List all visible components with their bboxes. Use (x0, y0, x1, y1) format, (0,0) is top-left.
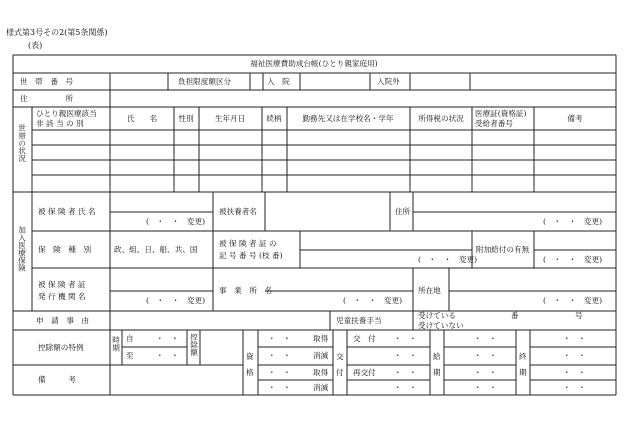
child-allowance-label: 児童扶養手当 (336, 316, 382, 325)
period-from-label: 自 (126, 334, 134, 343)
col-recipient-line2: 受給者番号 (475, 119, 513, 128)
col-name: 氏 名 (126, 114, 158, 123)
benefit-date-2: ・ ・ (474, 351, 497, 360)
end-date-4: ・ ・ (563, 383, 586, 392)
household-section-label: 世帯の状況 (17, 124, 27, 162)
employer-location-change: ( ・ ・ 変更) (543, 296, 603, 305)
col-birthdate: 生年月日 (214, 114, 246, 123)
inpatient-label: 入 院 (267, 77, 290, 86)
benefit-label-2: 期 (433, 368, 441, 377)
insurance-type-label: 保 険 種 別 (38, 245, 92, 254)
benefit-date-4: ・ ・ (474, 383, 497, 392)
reissue-label: 再交付 (353, 368, 376, 377)
insured-address-change: ( ・ ・ 変更) (543, 217, 603, 226)
issuer-label-line1: 被 保 険 者 証 (38, 280, 86, 289)
form-side-label: (表) (28, 41, 43, 50)
col-eligibility-line2: 非 該 当 の 別 (36, 119, 84, 128)
col-income-tax: 所得税の状況 (418, 114, 464, 123)
deduction-amount-label: 控除額 (189, 333, 199, 356)
period-label: 時期 (111, 336, 121, 352)
insured-name-change: ( ・ ・ 変更) (146, 217, 206, 226)
insured-address-label: 住所 (395, 207, 411, 216)
not-receiving-label: 受けていない (418, 321, 464, 330)
card-number-change: ( ・ ・ 変更) (418, 255, 478, 264)
application-reason-label: 申 請 事 由 (36, 316, 90, 325)
lost-label-1: 消滅 (313, 351, 329, 360)
burden-limit-label: 負担限度額区分 (178, 77, 232, 86)
card-number-label-line2: 記 号 番 号 (枝 番) (219, 251, 283, 260)
end-date-2: ・ ・ (563, 351, 586, 360)
col-workplace: 勤務先又は在学校名・学年 (302, 114, 394, 123)
acquired-label-2: 取得 (313, 368, 329, 377)
address-label: 住 所 (20, 94, 74, 103)
additional-benefit-label: 附加給付の有無 (476, 245, 530, 254)
col-eligibility-line1: ひとり親医療該当 (36, 109, 97, 118)
end-label-1: 終 (519, 352, 527, 361)
col-sex: 性別 (178, 114, 194, 123)
acquired-date-2: ・ ・ (268, 368, 291, 377)
lost-date-2: ・ ・ (268, 383, 291, 392)
reissue-date-2: ・ ・ (394, 383, 417, 392)
col-relation: 続柄 (266, 114, 282, 123)
insured-name-label: 被 保 険 者 氏 名 (38, 207, 96, 216)
remarks-label: 備 考 (38, 375, 76, 384)
deduction-special-label: 控除額の特例 (38, 343, 84, 352)
issuer-label-line2: 発 行 機 関 名 (38, 292, 86, 301)
issue-date: ・ ・ (394, 334, 417, 343)
period-to-date: ・ ・ (156, 351, 179, 360)
additional-benefit-change: ( ・ ・ 変更) (543, 255, 603, 264)
issue-label-2: 付 (336, 368, 344, 377)
lost-label-2: 消滅 (313, 383, 329, 392)
issuer-change: ( ・ ・ 変更) (146, 296, 206, 305)
acquired-date-1: ・ ・ (268, 334, 291, 343)
benefit-date-1: ・ ・ (474, 334, 497, 343)
qualification-label-2: 格 (246, 368, 254, 377)
receiving-label: 受けている (418, 311, 456, 320)
card-number-label-line1: 被 保 険 者 証 の (219, 239, 277, 248)
benefit-label-1: 給 (433, 352, 441, 361)
number-go-label: 号 (575, 311, 583, 320)
outpatient-label: 入院外 (377, 77, 400, 86)
form-title: 福祉医療費助成台帳(ひとり親家庭用) (250, 59, 378, 68)
end-label-2: 期 (519, 368, 527, 377)
lost-date-1: ・ ・ (268, 351, 291, 360)
col-recipient-line1: 医療証(資格証) (475, 109, 527, 118)
end-date-3: ・ ・ (563, 368, 586, 377)
period-from-date: ・ ・ (156, 334, 179, 343)
insurance-type-values: 政、組、日、船、共、国 (114, 245, 198, 254)
acquired-label-1: 取得 (313, 334, 329, 343)
col-remarks: 備考 (567, 114, 583, 123)
qualification-label-1: 資 (246, 352, 254, 361)
form-number: 様式第3号その2(第5条関係) (6, 28, 108, 37)
end-date-1: ・ ・ (563, 334, 586, 343)
employer-location-label: 所在地 (418, 286, 441, 295)
household-number-label: 世 帯 番 号 (20, 77, 74, 86)
period-to-label: 至 (126, 351, 134, 360)
insurance-section-label: 加入医療保険 (17, 226, 27, 272)
issue-label: 交 付 (353, 334, 376, 343)
issue-label-1: 交 (336, 352, 344, 361)
reissue-date: ・ ・ (394, 368, 417, 377)
employer-name-label: 事 業 所 名 (219, 286, 273, 295)
number-ban-label: 番 (511, 311, 519, 320)
issue-date-2: ・ ・ (394, 351, 417, 360)
dependent-name-label: 被扶養者名 (219, 207, 257, 216)
employer-change: ( ・ ・ 変更) (343, 296, 403, 305)
benefit-date-3: ・ ・ (474, 368, 497, 377)
